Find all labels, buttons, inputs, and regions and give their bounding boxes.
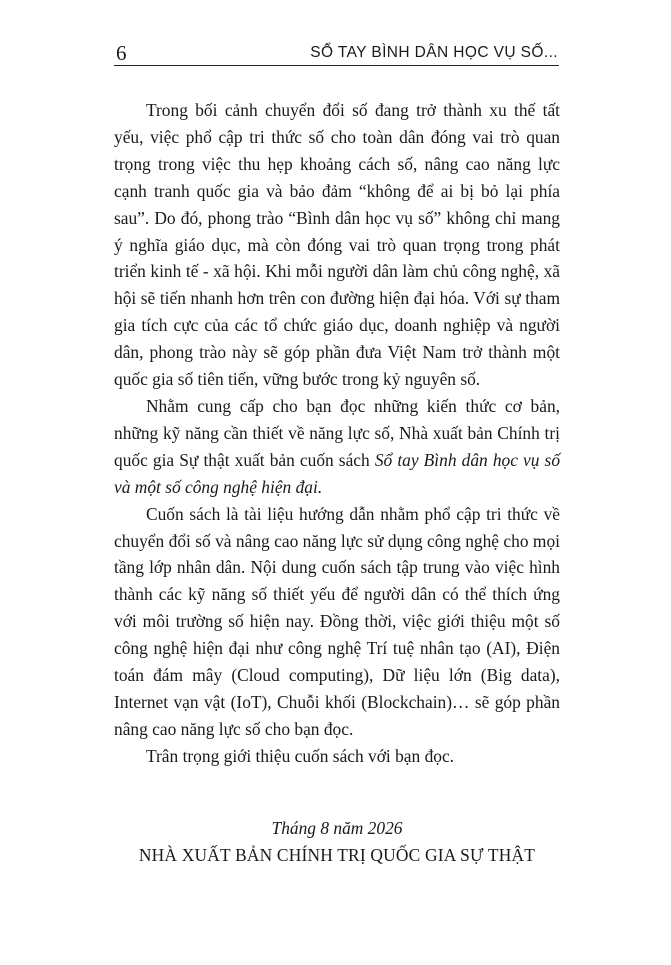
header-divider bbox=[114, 65, 559, 66]
body-text bbox=[114, 97, 560, 770]
paragraph-intro: Trong bối cảnh chuyển đổi số đang trở thành xu thế tất yếu, việc phổ cập tri thức số cho toàn dân đóng vai trò quan trọng trong việc thu hẹp khoảng cách số, nâng cao năng lực cạnh tranh quốc gia và bảo đảm “không để ai bị bỏ lại phía sau”. Do đó, phong trào “Bình dân học vụ số” không chỉ mang ý nghĩa giáo dục, mà còn đóng vai trò quan trọng trong phát triển kinh tế - xã hội. Khi mỗi người dân làm chủ công nghệ, xã hội sẽ tiến nhanh hơn trên con đường hiện đại hóa. Với sự tham gia tích cực của các tổ chức giáo dục, doanh nghiệp và người dân, phong trào này sẽ góp phần đưa Việt Nam trở thành một quốc gia số tiên tiến, vững bước trong kỷ nguyên số. bbox=[114, 100, 560, 390]
paragraph-content: Cuốn sách là tài liệu hướng dẫn nhằm phổ cập tri thức về chuyển đổi số và nâng cao năng lực sử dụng công nghệ cho mọi tầng lớp nhân dân. Nội dung cuốn sách tập trung vào việc hình thành các kỹ năng số thiết yếu để người dân có thể thích ứng với môi trường số hiện nay. Đồng thời, việc giới thiệu một số công nghệ hiện đại như công nghệ Trí tuệ nhân tạo (AI), Điện toán đám mây (Cloud computing), Dữ liệu lớn (Big data), Internet vạn vật (IoT), Chuỗi khối (Blockchain)… sẽ góp phần nâng cao năng lực số cho bạn đọc. bbox=[114, 503, 560, 739]
signature-publisher: NHÀ XUẤT BẢN CHÍNH TRỊ QUỐC GIA SỰ THẬT bbox=[138, 845, 536, 865]
paragraph-purpose-text: Nhằm cung cấp cho bạn đọc những kiến thức cơ bản, những kỹ năng cần thiết về năng lực số, Nhà xuất bản Chính trị quốc gia Sự thật xuất bản cuốn sách bbox=[114, 395, 560, 470]
paragraph-closing: Trân trọng giới thiệu cuốn sách với bạn đọc. bbox=[146, 745, 455, 766]
paragraph-purpose bbox=[114, 393, 560, 501]
book-title: Sổ tay Bình dân học vụ số và một số công nghệ hiện đại. bbox=[114, 449, 561, 497]
signature-date: Tháng 8 năm 2026 bbox=[271, 818, 403, 838]
running-title: SỔ TAY BÌNH DÂN HỌC VỤ SỐ... bbox=[310, 44, 558, 61]
page-number: 6 bbox=[116, 41, 127, 65]
